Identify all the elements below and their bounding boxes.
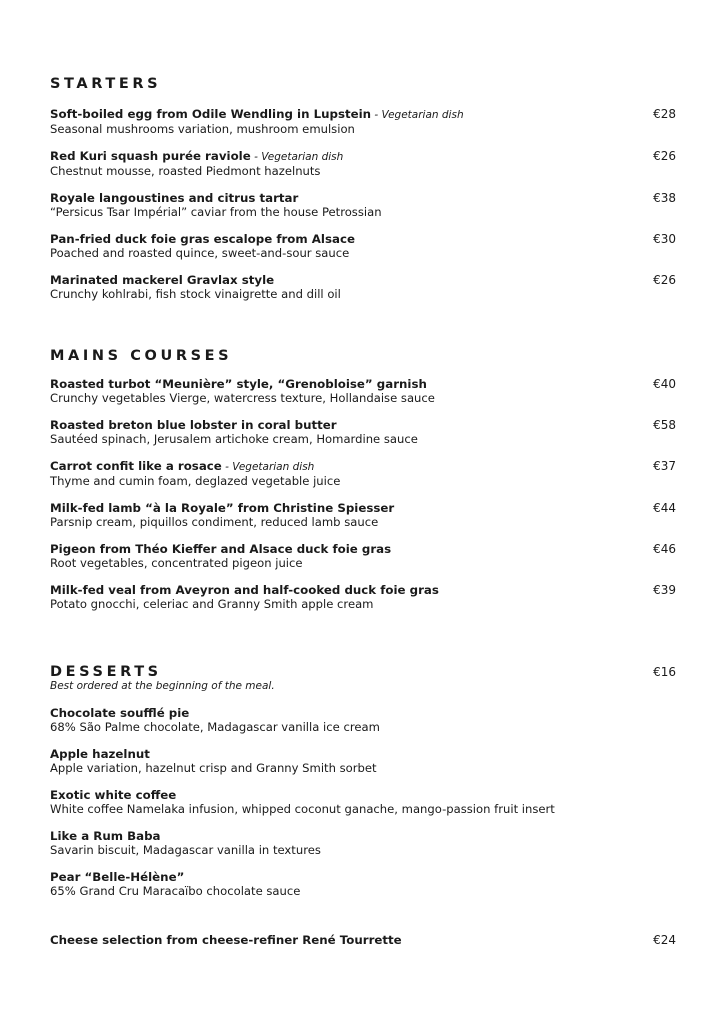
- item-name: Roasted turbot “Meunière” style, “Grenobloise” garnish: [50, 377, 427, 391]
- menu-item: [50, 707, 676, 734]
- item-name: Cheese selection from cheese-refiner René Tourrette: [50, 933, 402, 947]
- item-name: Chocolate soufflé pie: [50, 706, 190, 720]
- item-description: Seasonal mushrooms variation, mushroom emulsion: [50, 121, 355, 136]
- item-tag: - Vegetarian dish: [221, 461, 315, 473]
- desserts-title: DESSERTS: [50, 664, 162, 680]
- item-name: Carrot confit like a rosace - Vegetarian dish: [50, 459, 315, 473]
- item-price: €26: [653, 149, 676, 163]
- menu-item: [50, 830, 676, 857]
- mains-title: MAINS COURSES: [50, 348, 233, 364]
- item-price: €24: [653, 933, 676, 947]
- desserts-list: [50, 707, 676, 898]
- item-name: Royale langoustines and citrus tartar: [50, 191, 299, 205]
- item-price: €46: [653, 542, 676, 556]
- menu-item: [50, 460, 676, 488]
- item-name: Marinated mackerel Gravlax style: [50, 273, 275, 287]
- item-price: €37: [653, 459, 676, 473]
- item-price: €38: [653, 191, 676, 205]
- item-description: 65% Grand Cru Maracaïbo chocolate sauce: [50, 883, 301, 898]
- desserts-price: €16: [653, 665, 676, 679]
- item-description: Poached and roasted quince, sweet-and-sour sauce: [50, 245, 350, 260]
- item-name: Apple hazelnut: [50, 747, 150, 761]
- item-description: Chestnut mousse, roasted Piedmont hazelnuts: [50, 163, 321, 178]
- item-description: Potato gnocchi, celeriac and Granny Smith apple cream: [50, 596, 374, 611]
- item-price: €30: [653, 232, 676, 246]
- mains-list: [50, 378, 676, 611]
- menu-item: [50, 192, 676, 219]
- item-name: Roasted breton blue lobster in coral butter: [50, 418, 337, 432]
- item-description: Sautéed spinach, Jerusalem artichoke cream, Homardine sauce: [50, 431, 418, 446]
- desserts-note: Best ordered at the beginning of the meal.: [50, 680, 275, 692]
- item-description: Crunchy kohlrabi, fish stock vinaigrette and dill oil: [50, 286, 341, 301]
- starters-section: [50, 74, 676, 301]
- menu-item: [50, 150, 676, 178]
- item-name: Soft-boiled egg from Odile Wendling in Lupstein - Vegetarian dish: [50, 107, 464, 121]
- item-name: Pear “Belle-Hélène”: [50, 870, 185, 884]
- starters-title: STARTERS: [50, 76, 162, 92]
- mains-section: [50, 346, 676, 611]
- starters-list: [50, 108, 676, 301]
- item-price: €26: [653, 273, 676, 287]
- item-name: Pan-fried duck foie gras escalope from Alsace: [50, 232, 355, 246]
- item-price: €39: [653, 583, 676, 597]
- item-description: 68% São Palme chocolate, Madagascar vanilla ice cream: [50, 719, 380, 734]
- item-description: Crunchy vegetables Vierge, watercress texture, Hollandaise sauce: [50, 390, 435, 405]
- menu-item: [50, 584, 676, 611]
- item-name: Like a Rum Baba: [50, 829, 161, 843]
- item-name: Milk-fed veal from Aveyron and half-cooked duck foie gras: [50, 583, 439, 597]
- menu-item: [50, 543, 676, 570]
- menu-item: [50, 871, 676, 898]
- item-description: Root vegetables, concentrated pigeon juice: [50, 555, 303, 570]
- item-description: Savarin biscuit, Madagascar vanilla in textures: [50, 842, 321, 857]
- item-description: Thyme and cumin foam, deglazed vegetable juice: [50, 473, 341, 488]
- item-name: Milk-fed lamb “à la Royale” from Christine Spiesser: [50, 501, 395, 515]
- menu-item: [50, 233, 676, 260]
- item-tag: - Vegetarian dish: [250, 151, 344, 163]
- item-price: €40: [653, 377, 676, 391]
- item-description: “Persicus Tsar Impérial” caviar from the house Petrossian: [50, 204, 382, 219]
- cheese-section: [50, 934, 676, 948]
- menu-item: [50, 934, 676, 948]
- menu-item: [50, 419, 676, 446]
- menu-item: [50, 378, 676, 405]
- desserts-section: [50, 662, 676, 898]
- item-price: €28: [653, 107, 676, 121]
- menu-item: [50, 274, 676, 301]
- item-name: Exotic white coffee: [50, 788, 177, 802]
- item-name: Red Kuri squash purée raviole - Vegetarian dish: [50, 149, 344, 163]
- item-description: Apple variation, hazelnut crisp and Granny Smith sorbet: [50, 760, 377, 775]
- menu-item: [50, 748, 676, 775]
- item-tag: - Vegetarian dish: [371, 109, 464, 121]
- menu-item: [50, 108, 676, 136]
- desserts-header: [50, 662, 676, 682]
- item-price: €58: [653, 418, 676, 432]
- item-name: Pigeon from Théo Kieffer and Alsace duck foie gras: [50, 542, 392, 556]
- item-description: White coffee Namelaka infusion, whipped coconut ganache, mango-passion fruit insert: [50, 801, 555, 816]
- item-price: €44: [653, 501, 676, 515]
- menu-item: [50, 502, 676, 529]
- item-description: Parsnip cream, piquillos condiment, reduced lamb sauce: [50, 514, 379, 529]
- menu-page: [50, 0, 676, 1024]
- menu-item: [50, 789, 676, 816]
